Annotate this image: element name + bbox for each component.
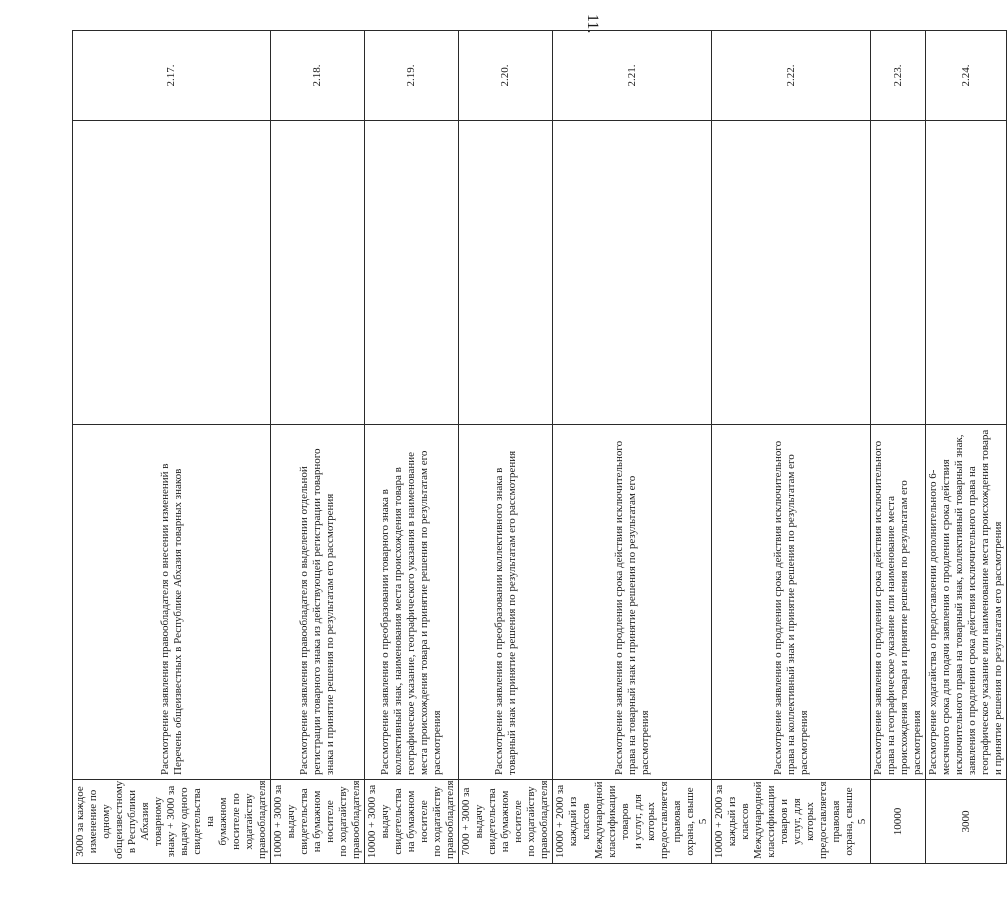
description-cell: Рассмотрение заявления о преобразовании коллективного знака в товарный знак и принятие решения по результатам его рассмотрения (459, 425, 553, 780)
table-row (926, 31, 1007, 864)
empty-cell (871, 121, 926, 425)
fee-cell (271, 780, 365, 864)
fee-line: на бумажном носителе (311, 790, 336, 853)
description-cell: Рассмотрение ходатайства о предоставлении дополнительного 6-месячного срока для подачи заявления о продлении срока действия исключительного права на товарный знак, коллективный товарный знак, заявления о продлении срока действия исключительного права на географическое указание или наименование места происхождения товара и принятие решения по результатам его рассмотрения (926, 425, 1007, 780)
fee-line: бумажном носителе по ходатайству правообладателя (217, 780, 268, 859)
table-row (459, 31, 553, 864)
empty-cell (459, 121, 553, 425)
fee-line: на бумажном носителе (499, 790, 524, 853)
row-number-cell: 2.19. (365, 31, 459, 121)
fee-line: 10000 + 2000 за каждый из классов Международной (713, 781, 764, 859)
fee-cell (73, 780, 271, 864)
fee-line: классификации товаров (606, 785, 631, 858)
empty-cell (365, 121, 459, 425)
fee-line: по ходатайству правообладателя (431, 780, 456, 859)
fee-cell (553, 780, 712, 864)
fee-line: и услуг, для которых предоставляется правовая (632, 781, 683, 859)
row-number-cell: 2.24. (926, 31, 1007, 121)
fee-line: по ходатайству правообладателя (337, 780, 362, 859)
fee-line: охрана, свыше 5 (684, 787, 709, 856)
fee-line: по ходатайству правообладателя (525, 780, 550, 859)
table-row (73, 31, 271, 864)
description-cell: Рассмотрение заявления правообладателя о выделении отдельной регистрации товарного знака из действующей регистрации товарного знака и принятие решения по результатам его рассмотрения (271, 425, 365, 780)
table-row (871, 31, 926, 864)
fee-cell (712, 780, 871, 864)
fee-table-rotated (72, 31, 1004, 864)
table-row (271, 31, 365, 864)
description-cell: Рассмотрение заявления о преобразовании товарного знака в коллективный знак, наименования места происхождения товара в географическое указание, географического указания в наименование места происхождения товара и принятие решения по результатам его рассмотрения (365, 425, 459, 780)
table-row (712, 31, 871, 864)
empty-cell (712, 121, 871, 425)
row-number-cell: 2.22. (712, 31, 871, 121)
empty-cell (926, 121, 1007, 425)
row-number-cell: 2.21. (553, 31, 712, 121)
row-number-cell: 2.20. (459, 31, 553, 121)
fee-line: знаку + 3000 за выдачу одного свидетельства на (165, 785, 216, 858)
fee-cell (365, 780, 459, 864)
fee-line: общеизвестному в Республики Абхазия товарному (113, 780, 164, 859)
description-cell: Рассмотрение заявления о продлении срока действия исключительного права на коллективный знак и принятие решения по результатам его рассмотрения (712, 425, 871, 780)
fee-line: классификации товаров и услуг, для которых (765, 785, 816, 858)
row-number-cell: 2.23. (871, 31, 926, 121)
empty-cell (553, 121, 712, 425)
table-row (365, 31, 459, 864)
fee-line: 7000 + 3000 за выдачу свидетельства (460, 787, 498, 856)
row-number-cell: 2.17. (73, 31, 271, 121)
fee-line: на бумажном носителе (405, 790, 430, 853)
fee-line: 10000 + 2000 за каждый из классов Международной (554, 781, 605, 859)
fee-line: 10000 + 3000 за выдачу свидетельства (272, 784, 310, 859)
fee-line: предоставляется правовая охрана, свыше 5 (817, 781, 868, 859)
fee-line: 3000 за каждое изменение по одному (74, 786, 112, 857)
empty-cell (73, 121, 271, 425)
description-cell: Рассмотрение заявления правообладателя о внесении изменений в Перечень общеизвестных в Республике Абхазия товарных знаков (73, 425, 271, 780)
fee-cell (459, 780, 553, 864)
fee-table (72, 30, 1007, 864)
description-cell: Рассмотрение заявления о продлении срока действия исключительного права на товарный знак и принятие решения по результатам его рассмотрения (553, 425, 712, 780)
fee-line: 10000 (891, 807, 904, 836)
fee-line: 10000 + 3000 за выдачу свидетельства (366, 784, 404, 859)
fee-cell (871, 780, 926, 864)
table-row (553, 31, 712, 864)
fee-line: 3000 (959, 810, 972, 833)
row-number-cell: 2.18. (271, 31, 365, 121)
description-cell: Рассмотрение заявления о продлении срока действия исключительного права на географическое указание или наименование места происхождения товара и принятие решения по результатам его рассмотрения (871, 425, 926, 780)
page-number: 11. (584, 14, 601, 34)
empty-cell (271, 121, 365, 425)
fee-cell (926, 780, 1007, 864)
